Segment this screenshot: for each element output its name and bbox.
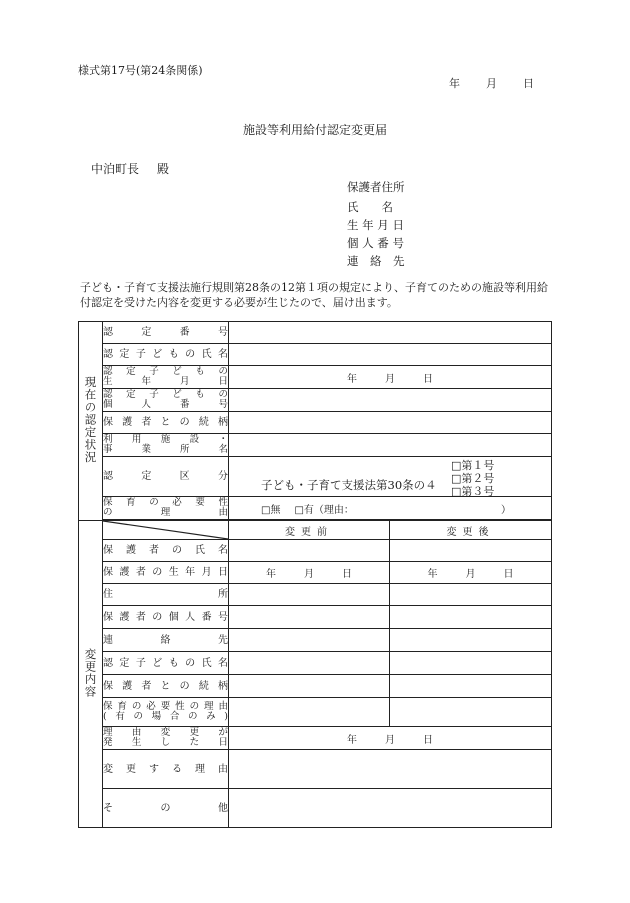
row-change-child-name [79, 652, 552, 675]
row-occur-date [79, 727, 552, 750]
change-reason-field[interactable] [229, 750, 552, 789]
cert-options [451, 459, 494, 498]
addressee [91, 160, 169, 177]
row-need-reason [79, 497, 552, 520]
contact-after[interactable] [390, 629, 552, 652]
submission-date [423, 75, 534, 91]
change-form-table [78, 321, 552, 828]
cert-option-2[interactable]: □第２号 [451, 472, 495, 485]
need-reason-close: ） [501, 505, 511, 516]
row-change-need [79, 698, 552, 727]
relation-after[interactable] [390, 675, 552, 698]
label-relation: 保護者との続柄 [103, 417, 228, 428]
child-id-field[interactable] [229, 389, 552, 412]
label-other: その他 [103, 802, 228, 814]
need-yes-checkbox[interactable]: □有（理由： [294, 504, 354, 516]
child-name-field[interactable] [229, 344, 552, 366]
addressee-name: 中泊町長 [91, 162, 140, 176]
label-child-name: 認定子どもの氏名 [103, 349, 228, 360]
date-year: 年 [449, 77, 460, 90]
guardian-dob-before[interactable]: 年 月 日 [229, 562, 390, 584]
diagonal-line [103, 521, 228, 539]
label-child-dob: 認定子どもの 生年月日 [103, 365, 228, 387]
label-need-reason: 保育の必要性 の理由 [103, 496, 228, 518]
addressee-honorific: 殿 [157, 162, 170, 176]
child-name-before[interactable] [229, 652, 390, 675]
applicant-address-label: 保護者住所 [347, 180, 405, 194]
row-child-id [79, 389, 552, 412]
row-change-relation [79, 675, 552, 698]
child-dob-field[interactable]: 年 月 日 [229, 366, 552, 389]
row-guardian-dob [79, 562, 552, 584]
label-guardian-dob: 保護者の生年月日 [103, 567, 228, 578]
occur-date-field[interactable]: 年 月 日 [229, 727, 552, 750]
facility-field[interactable] [229, 434, 552, 457]
date-day: 日 [523, 77, 534, 90]
label-contact: 連絡先 [103, 634, 228, 646]
applicant-id-label: 個 人 番 号 [347, 236, 404, 250]
child-name-after[interactable] [390, 652, 552, 675]
cert-no-field[interactable] [229, 322, 552, 344]
date-month: 月 [486, 77, 497, 90]
label-change-reason: 変更する理由 [103, 763, 228, 775]
row-cert-class [79, 457, 552, 497]
row-change-header [79, 521, 552, 540]
cert-option-3[interactable]: □第３号 [451, 485, 495, 498]
form-number: 様式第17号(第24条関係) [78, 64, 203, 77]
label-guardian-id: 保護者の個人番号 [103, 611, 228, 623]
row-cert-no [79, 322, 552, 344]
row-change-reason [79, 750, 552, 789]
relation-field[interactable] [229, 412, 552, 434]
diagonal-header-cell [103, 521, 229, 540]
guardian-dob-after[interactable]: 年 月 日 [390, 562, 552, 584]
need-reason-field [229, 497, 552, 520]
address-before[interactable] [229, 584, 390, 606]
label-guardian-name: 保護者の氏名 [103, 545, 228, 556]
row-facility [79, 434, 552, 457]
row-contact [79, 629, 552, 652]
row-relation [79, 412, 552, 434]
label-change-need: 保育の必要性の理由 (有の場合のみ) [103, 700, 228, 722]
guardian-name-before[interactable] [229, 540, 390, 562]
label-occur-date: 理由変更が 発生した日 [103, 726, 228, 748]
cert-option-1[interactable]: □第１号 [451, 459, 495, 472]
document-title: 施設等利用給付認定変更届 [242, 123, 387, 137]
before-header: 変更前 [229, 521, 390, 540]
label-cert-class: 認定区分 [103, 471, 228, 482]
applicant-contact-label: 連 絡 先 [347, 254, 405, 268]
need-none-checkbox[interactable]: □無 [261, 504, 281, 516]
row-guardian-name [79, 540, 552, 562]
after-header: 変更後 [390, 521, 552, 540]
row-address [79, 584, 552, 606]
applicant-name-label: 氏 名 [347, 200, 393, 214]
row-other [79, 789, 552, 828]
contact-before[interactable] [229, 629, 390, 652]
section-change-label: 変更内容 [79, 521, 103, 828]
row-child-name [79, 344, 552, 366]
label-address: 住所 [103, 589, 228, 600]
other-field[interactable] [229, 789, 552, 828]
need-after[interactable] [390, 698, 552, 727]
cert-law-text: 子ども・子育て支援法第30条の４ [261, 478, 437, 492]
section-current-label: 現在の認定状況 [79, 322, 103, 521]
address-after[interactable] [390, 584, 552, 606]
guardian-id-before[interactable] [229, 606, 390, 629]
row-child-dob [79, 366, 552, 389]
guardian-name-after[interactable] [390, 540, 552, 562]
label-change-child-name: 認定子どもの氏名 [103, 657, 228, 669]
label-change-relation: 保護者との続柄 [103, 680, 228, 692]
intro-paragraph: 子ども・子育て支援法施行規則第28条の12第１項の規定により、子育てのための施設等利用給付認定を受けた内容を変更する必要が生じたので、届け出ます。 [80, 281, 548, 309]
applicant-dob-label: 生 年 月 日 [347, 218, 404, 232]
label-cert-no: 認定番号 [103, 327, 228, 338]
label-child-id: 認定子どもの 個人番号 [103, 388, 228, 410]
need-before[interactable] [229, 698, 390, 727]
cert-class-field [229, 457, 552, 497]
relation-before[interactable] [229, 675, 390, 698]
label-facility: 利用施設・ 事業所名 [103, 433, 228, 455]
guardian-id-after[interactable] [390, 606, 552, 629]
row-guardian-id [79, 606, 552, 629]
